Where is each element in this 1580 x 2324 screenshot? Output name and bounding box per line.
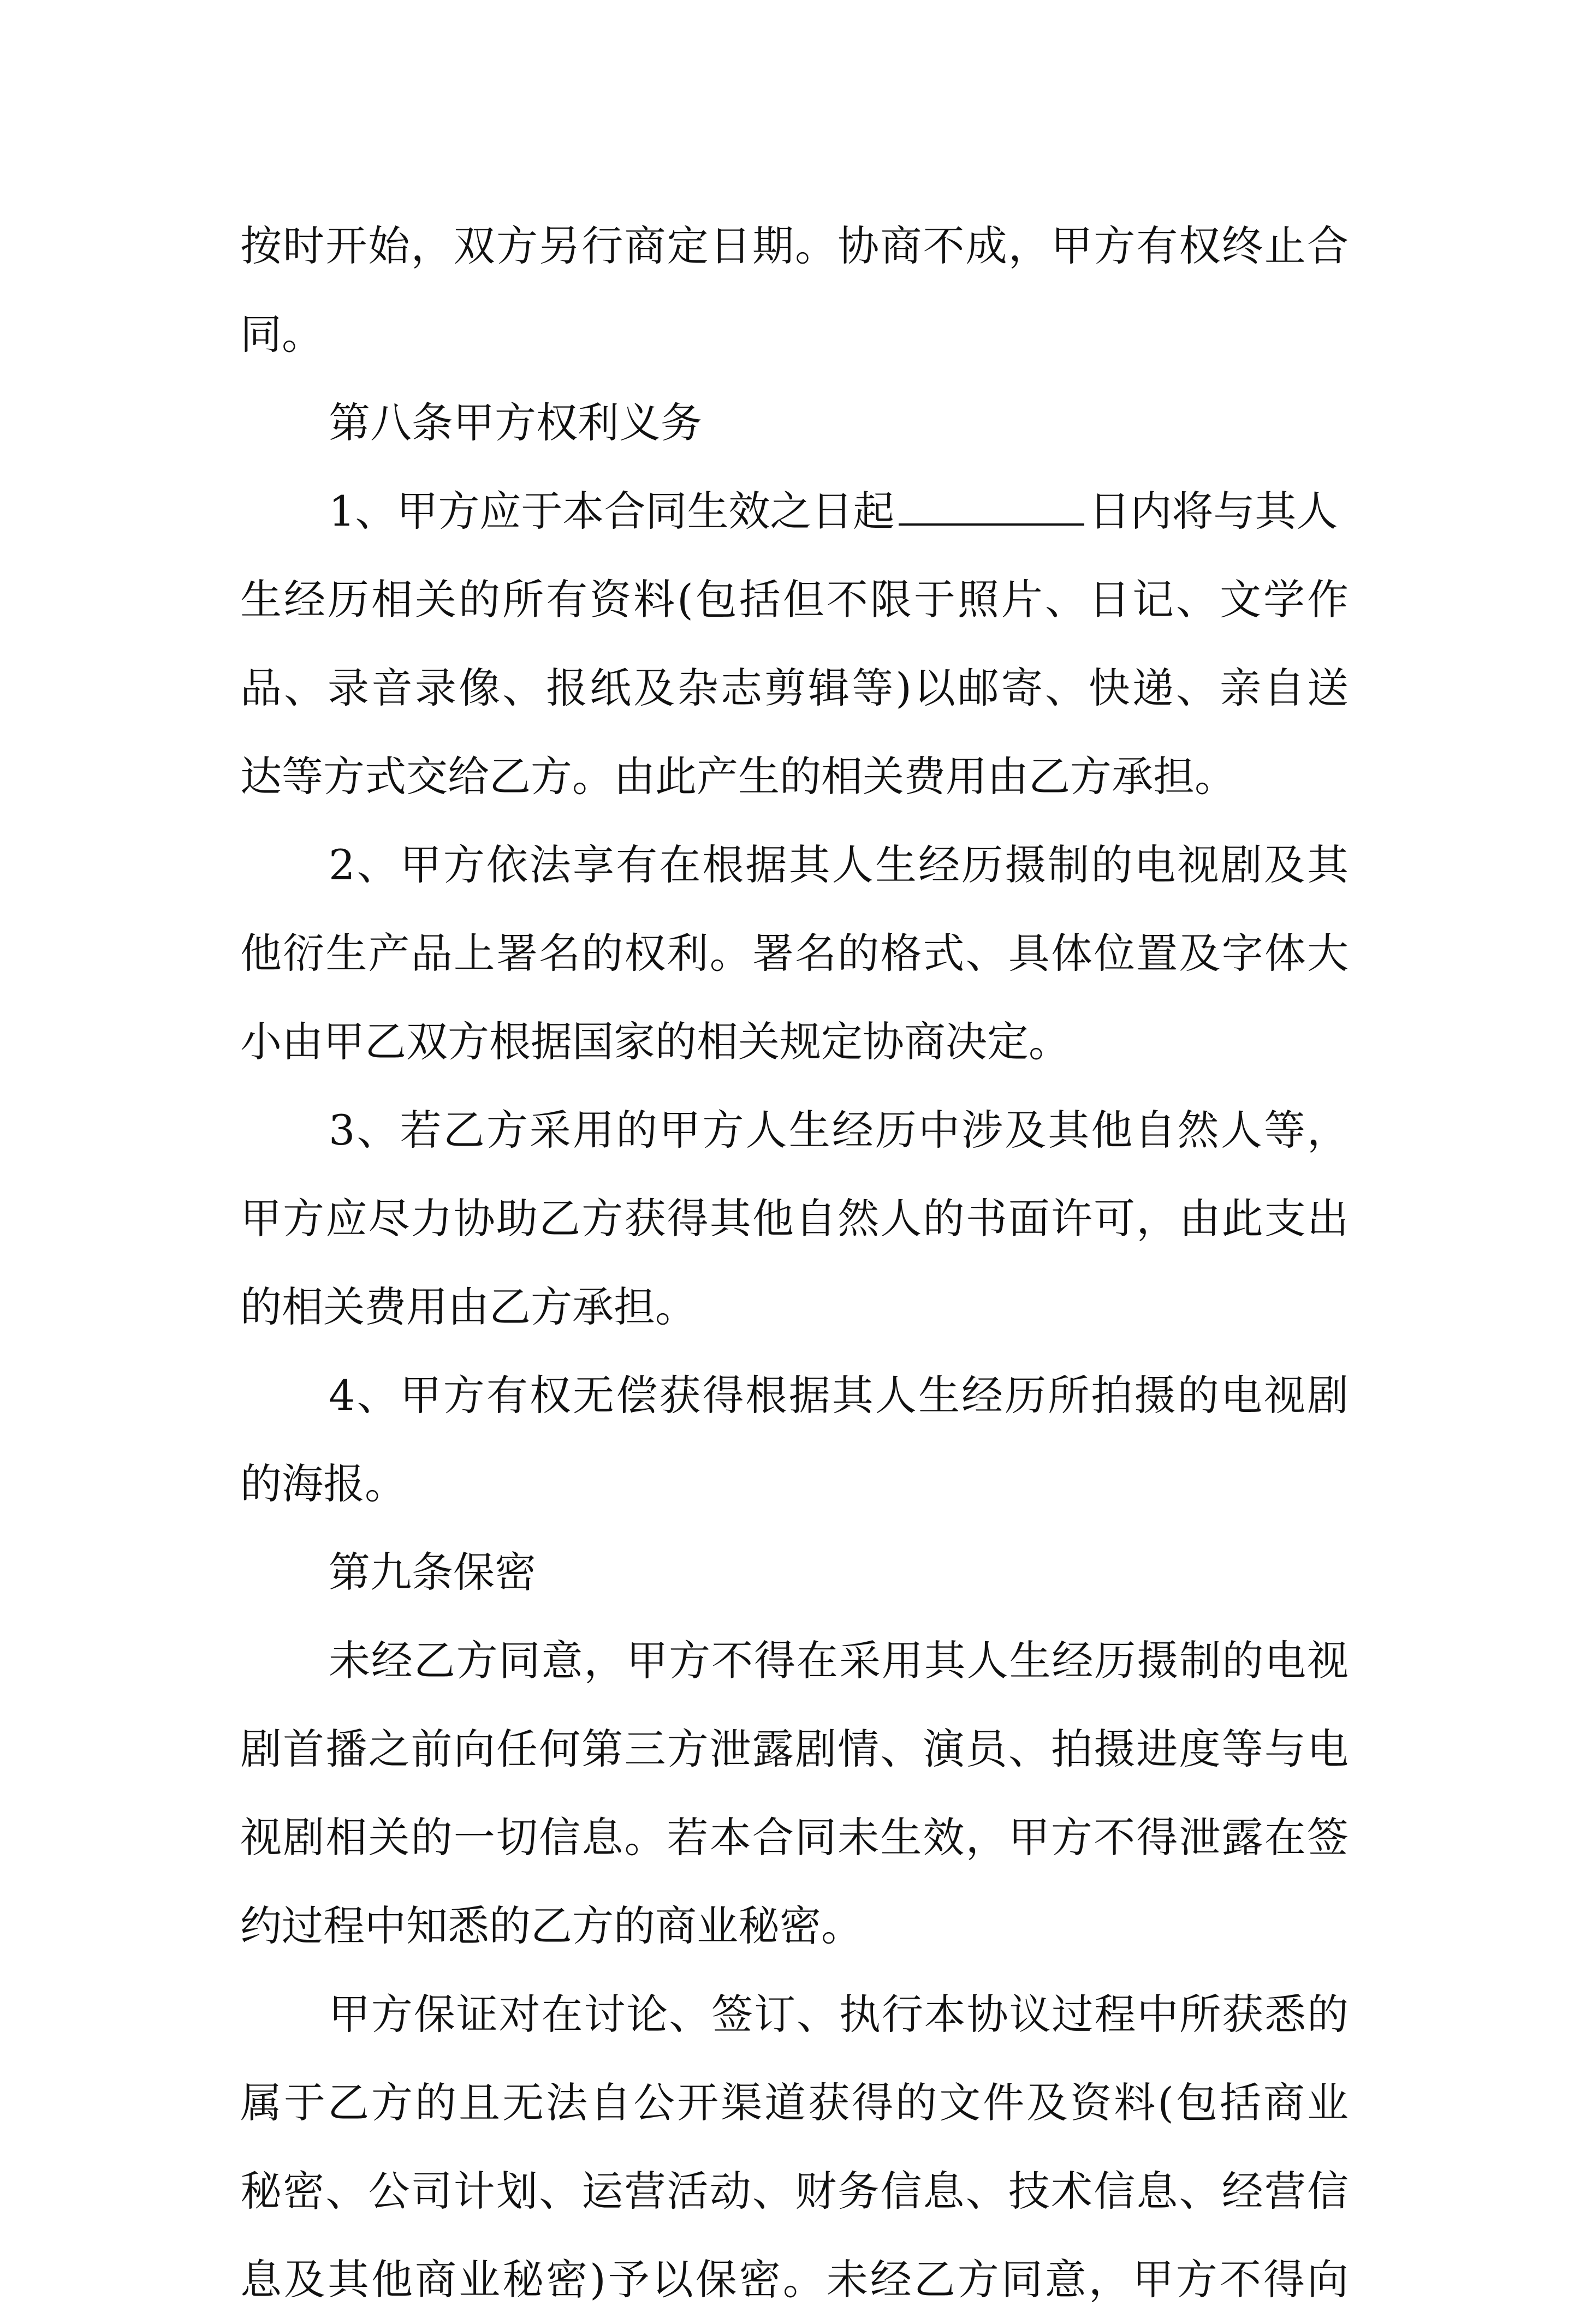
text-line: 生经历相关的所有资料(包括但不限于照片、日记、文学作 xyxy=(240,575,1349,624)
text-line: 同。 xyxy=(240,310,323,359)
text-line: 3、若乙方采用的甲方人生经历中涉及其他自然人等， xyxy=(329,1106,1349,1154)
text-line: 甲方保证对在讨论、签订、执行本协议过程中所获悉的 xyxy=(329,1990,1349,2039)
text-line: 息及其他商业秘密)予以保密。未经乙方同意，甲方不得向 xyxy=(240,2255,1349,2304)
text-line: 视剧相关的一切信息。若本合同未生效，甲方不得泄露在签 xyxy=(240,1813,1349,1862)
text-line: 达等方式交给乙方。由此产生的相关费用由乙方承担。 xyxy=(240,752,1236,801)
text-line: 约过程中知悉的乙方的商业秘密。 xyxy=(240,1902,863,1950)
section-heading: 第八条甲方权利义务 xyxy=(329,398,702,447)
text-line: 未经乙方同意，甲方不得在采用其人生经历摄制的电视 xyxy=(329,1636,1349,1685)
text-line: 的相关费用由乙方承担。 xyxy=(240,1283,697,1331)
text-line: 2、甲方依法享有在根据其人生经历摄制的电视剧及其 xyxy=(329,841,1349,889)
clause-text: 日内将与其人 xyxy=(1089,487,1338,535)
text-line: 小由甲乙双方根据国家的相关规定协商决定。 xyxy=(240,1017,1070,1066)
clause-text: 1、甲方应于本合同生效之日起 xyxy=(329,487,895,535)
text-line: 秘密、公司计划、运营活动、财务信息、技术信息、经营信 xyxy=(240,2167,1349,2215)
document-page xyxy=(240,202,1349,2324)
text-line: 他衍生产品上署名的权利。署名的格式、具体位置及字体大 xyxy=(240,929,1349,978)
text-line: 按时开始，双方另行商定日期。协商不成，甲方有权终止合 xyxy=(240,222,1349,270)
section-heading: 第九条保密 xyxy=(329,1548,536,1596)
text-line: 的海报。 xyxy=(240,1459,406,1508)
fill-in-blank xyxy=(899,518,1084,526)
text-line: 4、甲方有权无偿获得根据其人生经历所拍摄的电视剧 xyxy=(329,1371,1349,1420)
text-line xyxy=(240,467,1349,556)
text-line: 甲方应尽力协助乙方获得其他自然人的书面许可，由此支出 xyxy=(240,1194,1349,1243)
text-line: 品、录音录像、报纸及杂志剪辑等)以邮寄、快递、亲自送 xyxy=(240,664,1349,712)
text-line: 属于乙方的且无法自公开渠道获得的文件及资料(包括商业 xyxy=(240,2078,1349,2127)
text-line: 剧首播之前向任何第三方泄露剧情、演员、拍摄进度等与电 xyxy=(240,1725,1349,1773)
